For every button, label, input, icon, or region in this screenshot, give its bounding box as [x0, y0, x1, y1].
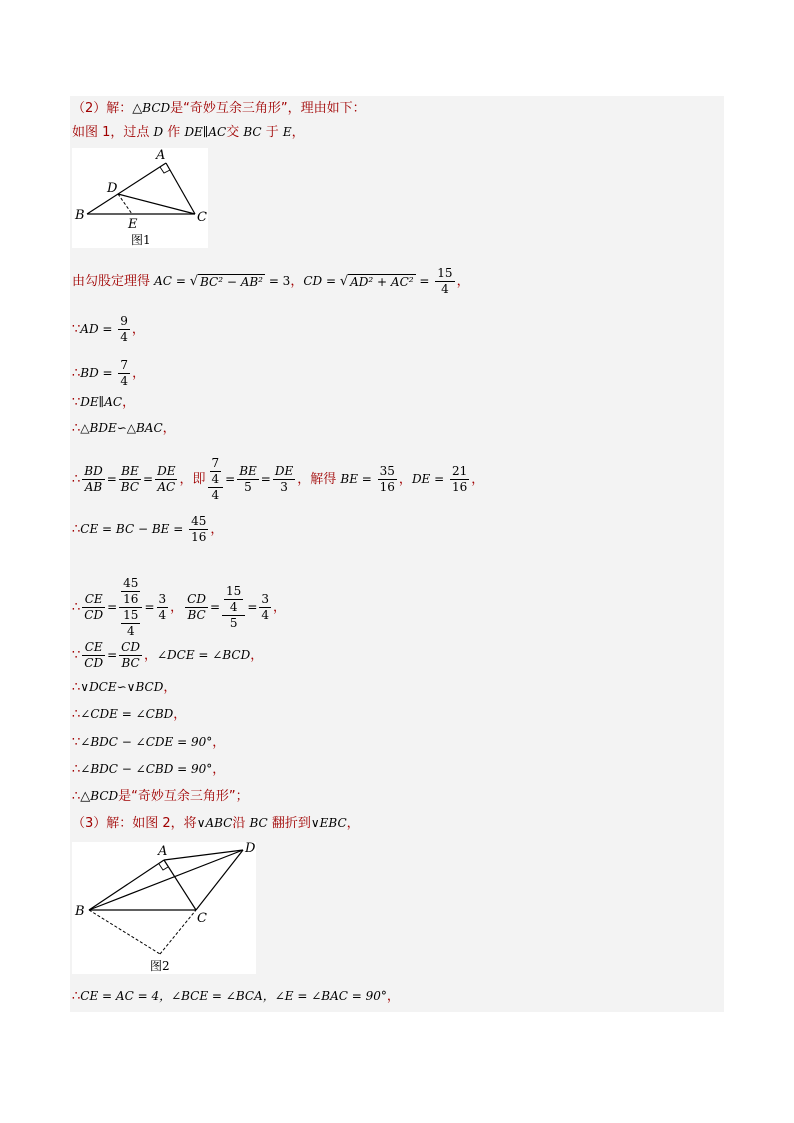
numerator [119, 576, 142, 608]
therefore-symbol: ∴ [72, 472, 81, 487]
text: 由勾股定理得 [72, 274, 155, 289]
fraction [82, 592, 105, 623]
text: 是“奇妙互余三角形”； [118, 789, 249, 804]
denominator: 4 [211, 488, 220, 502]
figure-1-diagram [72, 148, 208, 248]
therefore-symbol: ∴ [72, 989, 81, 1004]
heading-text: 是“奇妙互余三角形”，理由如下： [170, 101, 366, 116]
denominator [119, 608, 142, 639]
numerator [222, 584, 245, 616]
denominator: AC [157, 480, 176, 494]
figure-2 [72, 842, 256, 974]
text: ， [210, 522, 224, 537]
equals: = [172, 274, 190, 288]
denominator: 4 [261, 608, 270, 622]
complex-fraction [222, 584, 245, 631]
solution-sheet [70, 96, 724, 1012]
because-symbol: ∵ [72, 735, 81, 750]
fraction [119, 640, 142, 671]
numerator: DE [274, 464, 294, 478]
equals: = [247, 600, 258, 614]
because-symbol: ∵ [72, 322, 81, 337]
figure-1 [72, 148, 208, 248]
statement: ∠CDE = ∠CBD [80, 707, 174, 721]
complex-fraction [119, 576, 142, 639]
fraction [157, 592, 169, 623]
step-conclusion [72, 788, 249, 805]
fraction [450, 464, 469, 495]
fraction [155, 464, 177, 495]
therefore-symbol: ∴ [72, 421, 81, 436]
numerator: 35 [379, 464, 395, 478]
figure-1-caption: 图1 [131, 233, 151, 247]
triangle-symbol: △ [80, 789, 91, 804]
denominator: BC [120, 480, 140, 494]
text: 沿 [232, 816, 250, 831]
radical-symbol: √ [339, 274, 349, 289]
text: 交 [226, 125, 244, 140]
label-e: E [128, 217, 138, 232]
denominator: CD [84, 608, 104, 622]
text: ， [386, 989, 400, 1004]
equals: = [106, 472, 117, 486]
label-d: D [107, 181, 118, 196]
figure-2-caption: 图2 [150, 959, 170, 973]
triangle-symbol: △ [132, 101, 143, 116]
label-a: A [158, 844, 168, 859]
text: 如图 1，过点 [72, 125, 154, 140]
numerator: CE [82, 592, 105, 608]
text: ， [162, 421, 176, 436]
parallel-symbol: ∥ [202, 125, 209, 139]
text: ， [291, 125, 305, 140]
denominator: CD [84, 656, 104, 670]
step-angle-eq [72, 706, 186, 723]
therefore-symbol: ∴ [72, 789, 81, 804]
fraction [118, 358, 130, 389]
numerator: 9 [120, 314, 128, 328]
denominator: 16 [379, 480, 395, 494]
numerator: 3 [261, 592, 270, 606]
numerator: 3 [158, 592, 167, 606]
inner-fraction [224, 584, 243, 615]
step-bd [72, 358, 145, 389]
label-d: D [245, 842, 256, 856]
text: 于 [261, 125, 283, 140]
denominator: BC [187, 608, 206, 622]
part2-heading [72, 100, 366, 117]
equals: = [209, 600, 221, 614]
triangle-name: BCD [90, 789, 119, 803]
statement: CE = AC = 4，∠BCE = ∠BCA，∠E = ∠BAC = 90° [80, 989, 387, 1003]
label-c: C [197, 210, 207, 225]
radicand-1: BC² − AB² [199, 275, 263, 289]
numerator: BD [84, 464, 103, 478]
equals: = [107, 648, 118, 662]
statement: DE∥AC [80, 395, 123, 409]
numerator: 15 [437, 266, 453, 280]
denominator: 4 [158, 608, 167, 622]
equals: = [225, 472, 236, 486]
denominator: 4 [120, 374, 129, 388]
text: ， [250, 648, 264, 663]
text: ， [163, 680, 177, 695]
text: ， [273, 600, 287, 615]
label-b: B [75, 904, 85, 919]
step-ad [72, 314, 145, 345]
text: ， [456, 274, 470, 289]
segment-bc: BC [249, 816, 268, 830]
equals: = [144, 600, 155, 614]
therefore-symbol: ∴ [72, 600, 81, 615]
therefore-symbol: ∴ [72, 707, 81, 722]
lhs: AD [80, 322, 99, 336]
statement: ∨DCE∽∨BCD [80, 680, 164, 694]
fraction [273, 464, 295, 495]
step-similar [72, 420, 176, 437]
numerator: CD [187, 592, 206, 606]
cd: CD [303, 274, 323, 288]
numerator: 45 [123, 576, 139, 590]
denominator: 16 [452, 480, 468, 494]
therefore-symbol: ∴ [72, 680, 81, 695]
text: ， [346, 816, 360, 831]
equals: = [98, 322, 117, 336]
value: = 3 [265, 274, 291, 288]
be: BE [340, 472, 358, 486]
equals: = [322, 274, 340, 288]
complex-fraction [208, 456, 224, 503]
fraction [259, 592, 271, 623]
text: ，即 [179, 472, 206, 487]
figure-2-diagram [72, 842, 256, 974]
step-parallel [72, 394, 135, 411]
label-b: B [75, 208, 85, 223]
equals: = [98, 366, 117, 380]
numerator: CD [121, 640, 140, 654]
lhs: BD [80, 366, 99, 380]
step-angle-result [72, 761, 225, 778]
numerator: DE [157, 464, 176, 478]
denominator: 4 [126, 624, 135, 638]
label-c: C [197, 911, 207, 926]
statement: ∠BDC − ∠CBD = 90° [80, 762, 213, 776]
denominator: 16 [123, 592, 139, 606]
text: ， [143, 648, 157, 663]
text: 翻折到 [267, 816, 311, 831]
part-label: （2）解： [72, 101, 133, 116]
fraction [118, 314, 130, 345]
ac: AC [154, 274, 172, 288]
numerator: CE [82, 640, 105, 656]
text: ， [132, 366, 146, 381]
text: ， [398, 472, 412, 487]
numerator: 7 [211, 456, 220, 470]
numerator: BE [239, 464, 257, 478]
step-similar-2 [72, 679, 176, 696]
radical-symbol: √ [189, 274, 198, 289]
text: ， [170, 600, 184, 615]
step-ce-cd [72, 576, 286, 639]
statement: ∠BDC − ∠CDE = 90° [80, 735, 213, 749]
equals: = [107, 600, 118, 614]
denominator: 16 [191, 530, 207, 544]
denominator: 5 [244, 480, 252, 494]
denominator: BC [121, 656, 140, 670]
fraction [82, 640, 105, 671]
segment-de: DE [184, 125, 203, 139]
text: ， [471, 472, 485, 487]
point-e: E [282, 125, 292, 139]
denominator: 4 [120, 330, 128, 344]
fraction [119, 464, 141, 495]
numerator: 15 [123, 608, 139, 622]
equals: = [260, 472, 271, 486]
denominator: AB [84, 480, 103, 494]
numerator: BE [119, 464, 141, 480]
equals: = [430, 472, 449, 486]
step-ratio-angle [72, 640, 263, 671]
construction-line [72, 124, 305, 141]
denominator: 5 [229, 616, 238, 630]
pythagorean-line [72, 266, 470, 297]
inner-fraction [210, 456, 222, 487]
step-ce [72, 514, 223, 545]
text: ，解得 [297, 472, 341, 487]
numerator: 21 [452, 464, 468, 478]
fraction [82, 464, 104, 495]
triangle-name: BCD [142, 101, 171, 115]
numerator: 45 [191, 514, 207, 528]
step-ratios [72, 456, 484, 503]
fraction [185, 592, 208, 623]
numerator: 7 [120, 358, 129, 372]
text: ， [173, 707, 187, 722]
point-d: D [153, 125, 164, 139]
denominator: 4 [211, 472, 220, 486]
denominator: 3 [280, 480, 288, 494]
text: ， [131, 322, 145, 337]
equals: = [143, 472, 154, 486]
fraction [378, 464, 397, 495]
statement: CE = BC − BE = [80, 522, 188, 536]
step-fold-result [72, 988, 400, 1005]
radicand-2: AD² + AC² [350, 275, 414, 289]
equals: = [357, 472, 376, 486]
text: ， [290, 274, 304, 289]
denominator: 4 [229, 600, 238, 614]
de: DE [411, 472, 431, 486]
numerator [208, 456, 224, 488]
statement: ∠DCE = ∠BCD [156, 648, 251, 662]
text: 作 [163, 125, 185, 140]
text: ， [212, 762, 226, 777]
numerator: 15 [226, 584, 242, 598]
step-angle-diff [72, 734, 225, 751]
segment-ac: AC [208, 125, 227, 139]
text: ， [122, 395, 136, 410]
label-a: A [156, 148, 166, 163]
text: （3）解：如图 2，将 [72, 816, 197, 831]
fraction [189, 514, 208, 545]
denominator: 4 [441, 282, 449, 296]
because-symbol: ∵ [72, 648, 81, 663]
therefore-symbol: ∴ [72, 762, 81, 777]
inner-fraction [121, 608, 140, 639]
fraction [435, 266, 454, 297]
fraction [237, 464, 259, 495]
segment-bc: BC [243, 125, 262, 139]
statement: △BDE∽△BAC [80, 421, 163, 435]
part3-heading [72, 815, 360, 832]
inner-fraction [121, 576, 140, 607]
therefore-symbol: ∴ [72, 522, 81, 537]
text: ， [212, 735, 226, 750]
equals: = [415, 274, 434, 288]
therefore-symbol: ∴ [72, 366, 81, 381]
because-symbol: ∵ [72, 395, 81, 410]
triangle-ebc: ∨EBC [310, 816, 347, 830]
triangle-abc: ∨ABC [196, 816, 233, 830]
